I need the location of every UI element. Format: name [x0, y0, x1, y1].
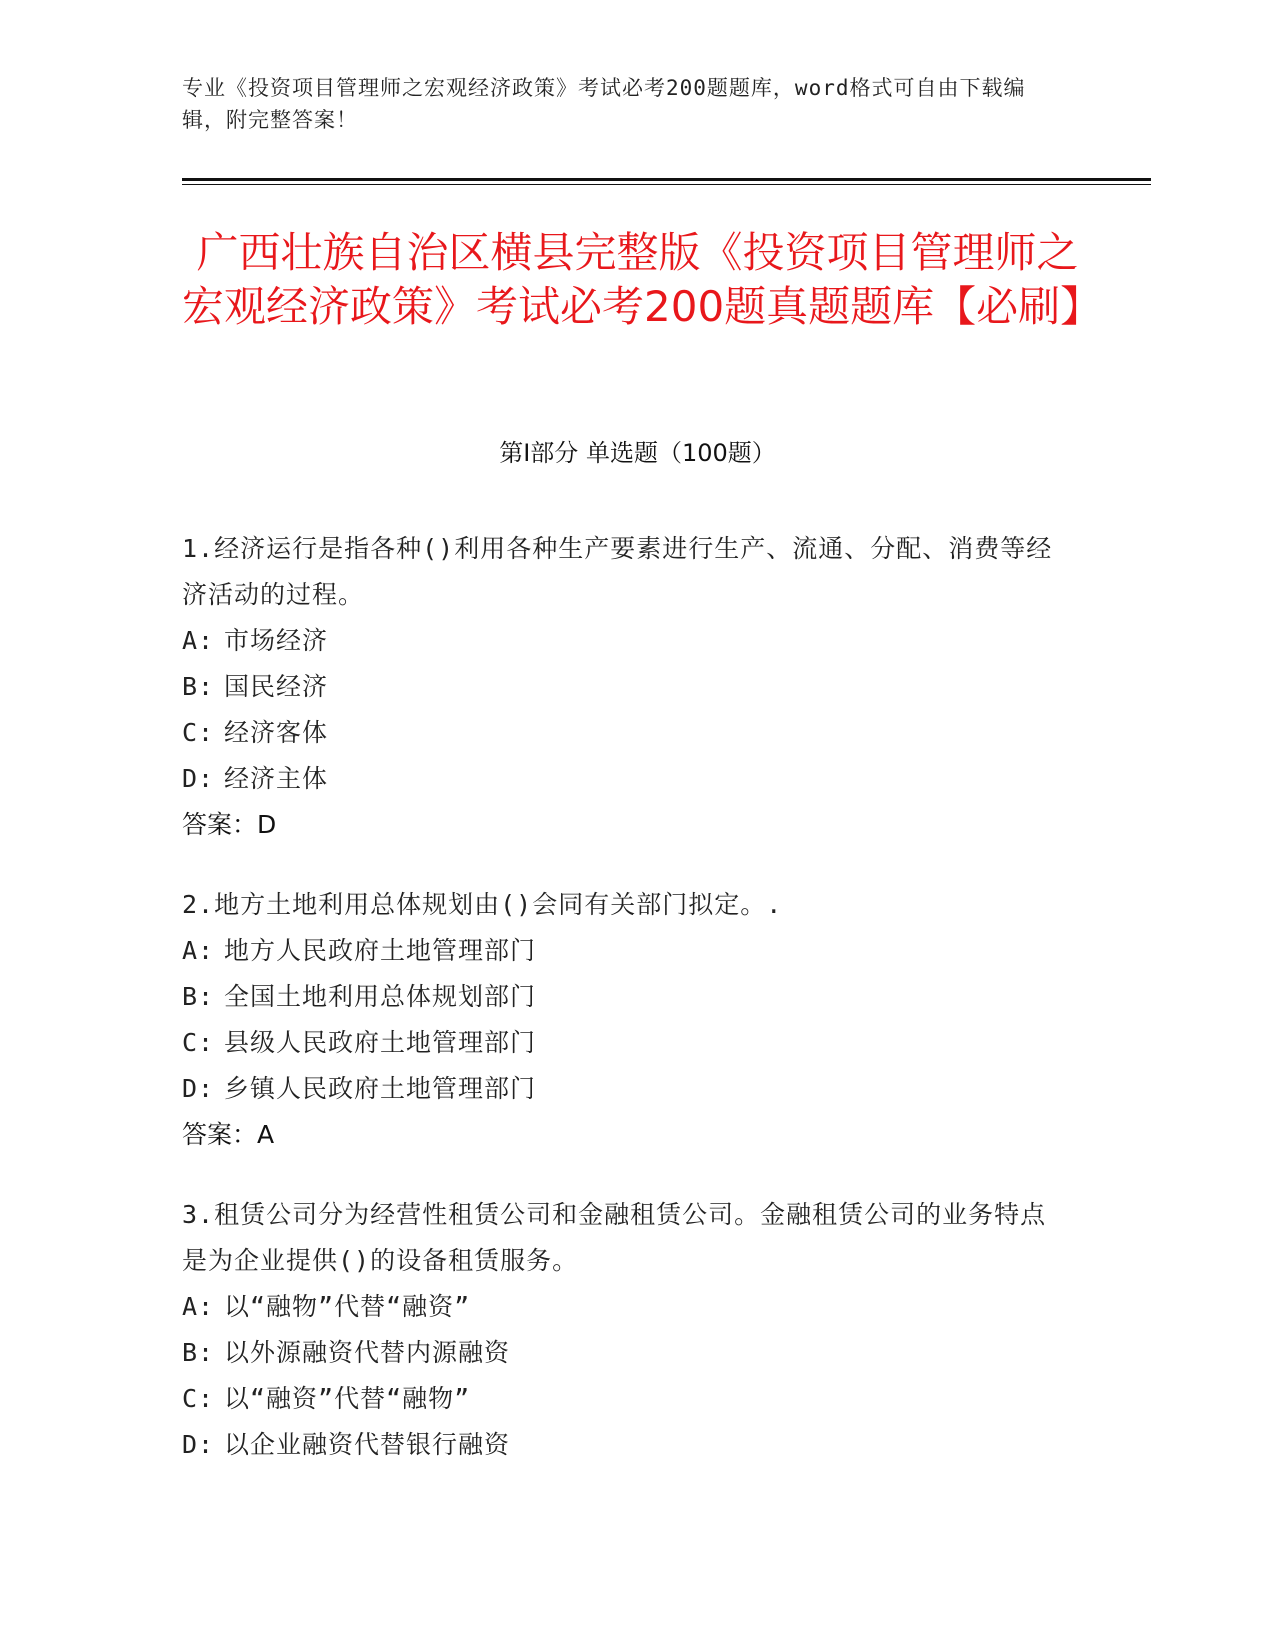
document-title: 广西壮族自治区横县完整版《投资项目管理师之宏观经济政策》考试必考200题真题题库【必刷】: [182, 228, 1103, 331]
question-stem: 1.经济运行是指各种()利用各种生产要素进行生产、流通、分配、消费等经济活动的过程。: [182, 534, 1053, 609]
option-key: D:: [182, 1074, 215, 1103]
option-key: B:: [182, 982, 215, 1011]
question-3: [182, 1192, 1062, 1468]
option-text: 以企业融资代替银行融资: [224, 1430, 511, 1459]
question-2: [182, 882, 1062, 1158]
option-b: [182, 974, 1062, 1020]
option-b: [182, 1330, 1062, 1376]
option-d: [182, 756, 1062, 802]
option-a: [182, 928, 1062, 974]
option-key: A:: [182, 626, 215, 655]
question-stem: 3.租赁公司分为经营性租赁公司和金融租赁公司。金融租赁公司的业务特点是为企业提供()的设备租赁服务。: [182, 1200, 1047, 1275]
option-text: 以外源融资代替内源融资: [224, 1338, 511, 1367]
option-text: 地方人民政府土地管理部门: [224, 936, 537, 965]
option-key: D:: [182, 1430, 215, 1459]
option-text: 经济客体: [224, 718, 329, 747]
section-title: 第Ⅰ部分 单选题（100题）: [499, 439, 776, 467]
option-text: 以“融物”代替“融资”: [224, 1292, 471, 1321]
option-c: [182, 710, 1062, 756]
header-note: 专业《投资项目管理师之宏观经济政策》考试必考200题题库，word格式可自由下载编辑，附完整答案！: [182, 76, 1026, 132]
option-text: 以“融资”代替“融物”: [224, 1384, 471, 1413]
option-a: [182, 1284, 1062, 1330]
option-key: A:: [182, 936, 215, 965]
option-c: [182, 1376, 1062, 1422]
option-text: 县级人民政府土地管理部门: [224, 1028, 537, 1057]
option-key: C:: [182, 718, 215, 747]
option-key: A:: [182, 1292, 215, 1321]
option-text: 全国土地利用总体规划部门: [224, 982, 537, 1011]
option-c: [182, 1020, 1062, 1066]
header-rule-thin: [182, 184, 1151, 185]
option-text: 市场经济: [224, 626, 329, 655]
option-text: 乡镇人民政府土地管理部门: [224, 1074, 537, 1103]
answer: 答案：A: [182, 1120, 275, 1149]
answer: 答案：D: [182, 810, 277, 839]
option-d: [182, 1066, 1062, 1112]
option-text: 经济主体: [224, 764, 329, 793]
option-key: D:: [182, 764, 215, 793]
option-text: 国民经济: [224, 672, 329, 701]
option-key: B:: [182, 672, 215, 701]
option-key: C:: [182, 1028, 215, 1057]
option-b: [182, 664, 1062, 710]
question-list: [182, 526, 1062, 1502]
question-stem: 2.地方土地利用总体规划由()会同有关部门拟定。.: [182, 890, 783, 919]
option-a: [182, 618, 1062, 664]
option-d: [182, 1422, 1062, 1468]
option-key: C:: [182, 1384, 215, 1413]
option-key: B:: [182, 1338, 215, 1367]
question-1: [182, 526, 1062, 848]
header-rule-thick: [182, 178, 1151, 181]
